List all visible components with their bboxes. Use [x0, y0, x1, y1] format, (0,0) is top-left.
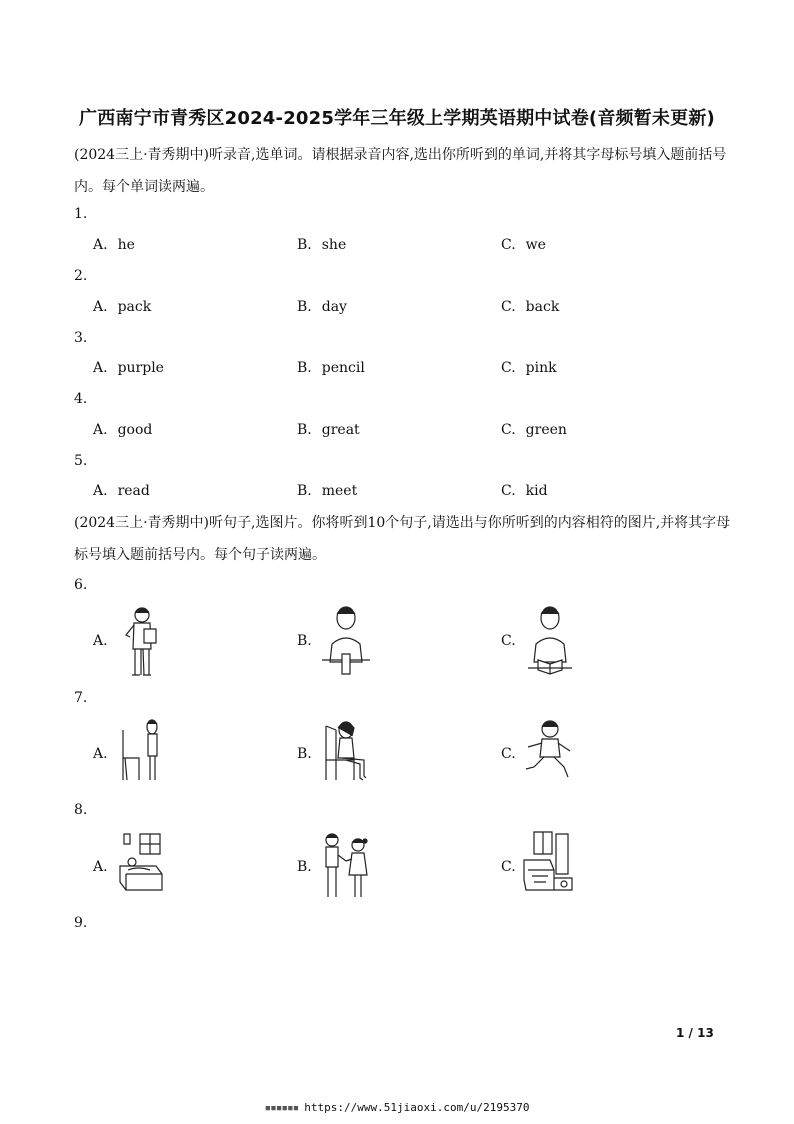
- question-number: 6.: [74, 577, 88, 593]
- question-number: 7.: [74, 690, 88, 706]
- question-number: 2.: [74, 268, 88, 284]
- option-text: green: [525, 422, 567, 438]
- option-letter: A.: [93, 299, 108, 315]
- option-7b[interactable]: [297, 746, 322, 762]
- option-5b[interactable]: [297, 483, 357, 499]
- option-letter: C.: [501, 746, 516, 762]
- boy-girl-shaking-hands-icon[interactable]: [320, 831, 372, 905]
- option-letter: A.: [93, 422, 108, 438]
- option-letter: B.: [297, 746, 312, 762]
- option-8b[interactable]: [297, 859, 322, 875]
- option-3c[interactable]: [501, 360, 557, 376]
- option-letter: B.: [297, 859, 312, 875]
- option-letter: A.: [93, 237, 108, 253]
- option-7a[interactable]: [93, 746, 118, 762]
- option-text: day: [321, 299, 347, 315]
- option-letter: B.: [297, 237, 312, 253]
- footer-dots: ▪▪▪▪▪▪: [264, 1101, 299, 1114]
- option-1a[interactable]: [93, 237, 135, 253]
- section1-instruction: (2024三上·青秀期中)听录音,选单词。请根据录音内容,选出你所听到的单词,并将其字母标号填入题前括号内。每个单词读两遍。: [74, 147, 727, 195]
- option-text: purple: [117, 360, 164, 376]
- boy-at-desk-icon[interactable]: [318, 604, 374, 682]
- option-text: pink: [525, 360, 557, 376]
- section2-instruction: (2024三上·青秀期中)听句子,选图片。你将听到10个句子,请选出与你所听到的内容相符的图片,并将其字母标号填入题前括号内。每个句子读两遍。: [74, 515, 731, 563]
- option-letter: B.: [297, 299, 312, 315]
- option-letter: B.: [297, 633, 312, 649]
- option-letter: B.: [297, 483, 312, 499]
- option-letter: A.: [93, 746, 108, 762]
- question-number: 1.: [74, 206, 88, 222]
- option-letter: C.: [501, 360, 516, 376]
- footer-link[interactable]: [0, 1101, 794, 1114]
- option-2b[interactable]: [297, 299, 347, 315]
- option-text: kid: [525, 483, 548, 499]
- question-number: 5.: [74, 453, 88, 469]
- option-5c[interactable]: [501, 483, 548, 499]
- question-number: 9.: [74, 915, 88, 931]
- option-text: back: [525, 299, 560, 315]
- option-letter: A.: [93, 859, 108, 875]
- option-text: pack: [117, 299, 152, 315]
- option-letter: C.: [501, 422, 516, 438]
- option-text: great: [321, 422, 360, 438]
- option-5a[interactable]: [93, 483, 150, 499]
- bedroom-icon[interactable]: [116, 830, 166, 898]
- boy-reading-book-icon[interactable]: [526, 604, 574, 680]
- option-letter: C.: [501, 483, 516, 499]
- question-number: 4.: [74, 391, 88, 407]
- boy-running-icon[interactable]: [524, 719, 574, 785]
- option-7c[interactable]: [501, 746, 526, 762]
- question-number: 8.: [74, 802, 88, 818]
- boy-standing-by-chair-icon[interactable]: [117, 718, 163, 788]
- page-number: 1 / 13: [676, 1026, 714, 1040]
- option-4a[interactable]: [93, 422, 152, 438]
- room-with-furniture-icon[interactable]: [520, 830, 574, 900]
- option-text: she: [321, 237, 347, 253]
- girl-sitting-on-chair-icon[interactable]: [320, 718, 372, 788]
- option-2a[interactable]: [93, 299, 151, 315]
- option-letter: A.: [93, 360, 108, 376]
- option-2c[interactable]: [501, 299, 559, 315]
- option-text: read: [117, 483, 150, 499]
- option-text: pencil: [321, 360, 365, 376]
- option-letter: C.: [501, 633, 516, 649]
- option-3a[interactable]: [93, 360, 164, 376]
- question-number: 3.: [74, 330, 88, 346]
- option-4b[interactable]: [297, 422, 360, 438]
- option-6a[interactable]: [93, 633, 118, 649]
- option-4c[interactable]: [501, 422, 567, 438]
- footer-url[interactable]: https://www.51jiaoxi.com/u/2195370: [304, 1101, 530, 1114]
- boy-holding-book-icon[interactable]: [118, 605, 164, 681]
- option-6c[interactable]: [501, 633, 526, 649]
- option-letter: A.: [93, 633, 108, 649]
- option-text: good: [117, 422, 153, 438]
- option-letter: C.: [501, 237, 516, 253]
- option-letter: C.: [501, 859, 516, 875]
- option-1c[interactable]: [501, 237, 546, 253]
- option-text: he: [117, 237, 135, 253]
- option-1b[interactable]: [297, 237, 346, 253]
- option-letter: B.: [297, 360, 312, 376]
- option-3b[interactable]: [297, 360, 365, 376]
- page-title: 广西南宁市青秀区2024-2025学年三年级上学期英语期中试卷(音频暂未更新): [79, 108, 715, 129]
- option-letter: A.: [93, 483, 108, 499]
- option-letter: B.: [297, 422, 312, 438]
- option-8a[interactable]: [93, 859, 118, 875]
- option-text: meet: [321, 483, 358, 499]
- option-text: we: [525, 237, 546, 253]
- option-letter: C.: [501, 299, 516, 315]
